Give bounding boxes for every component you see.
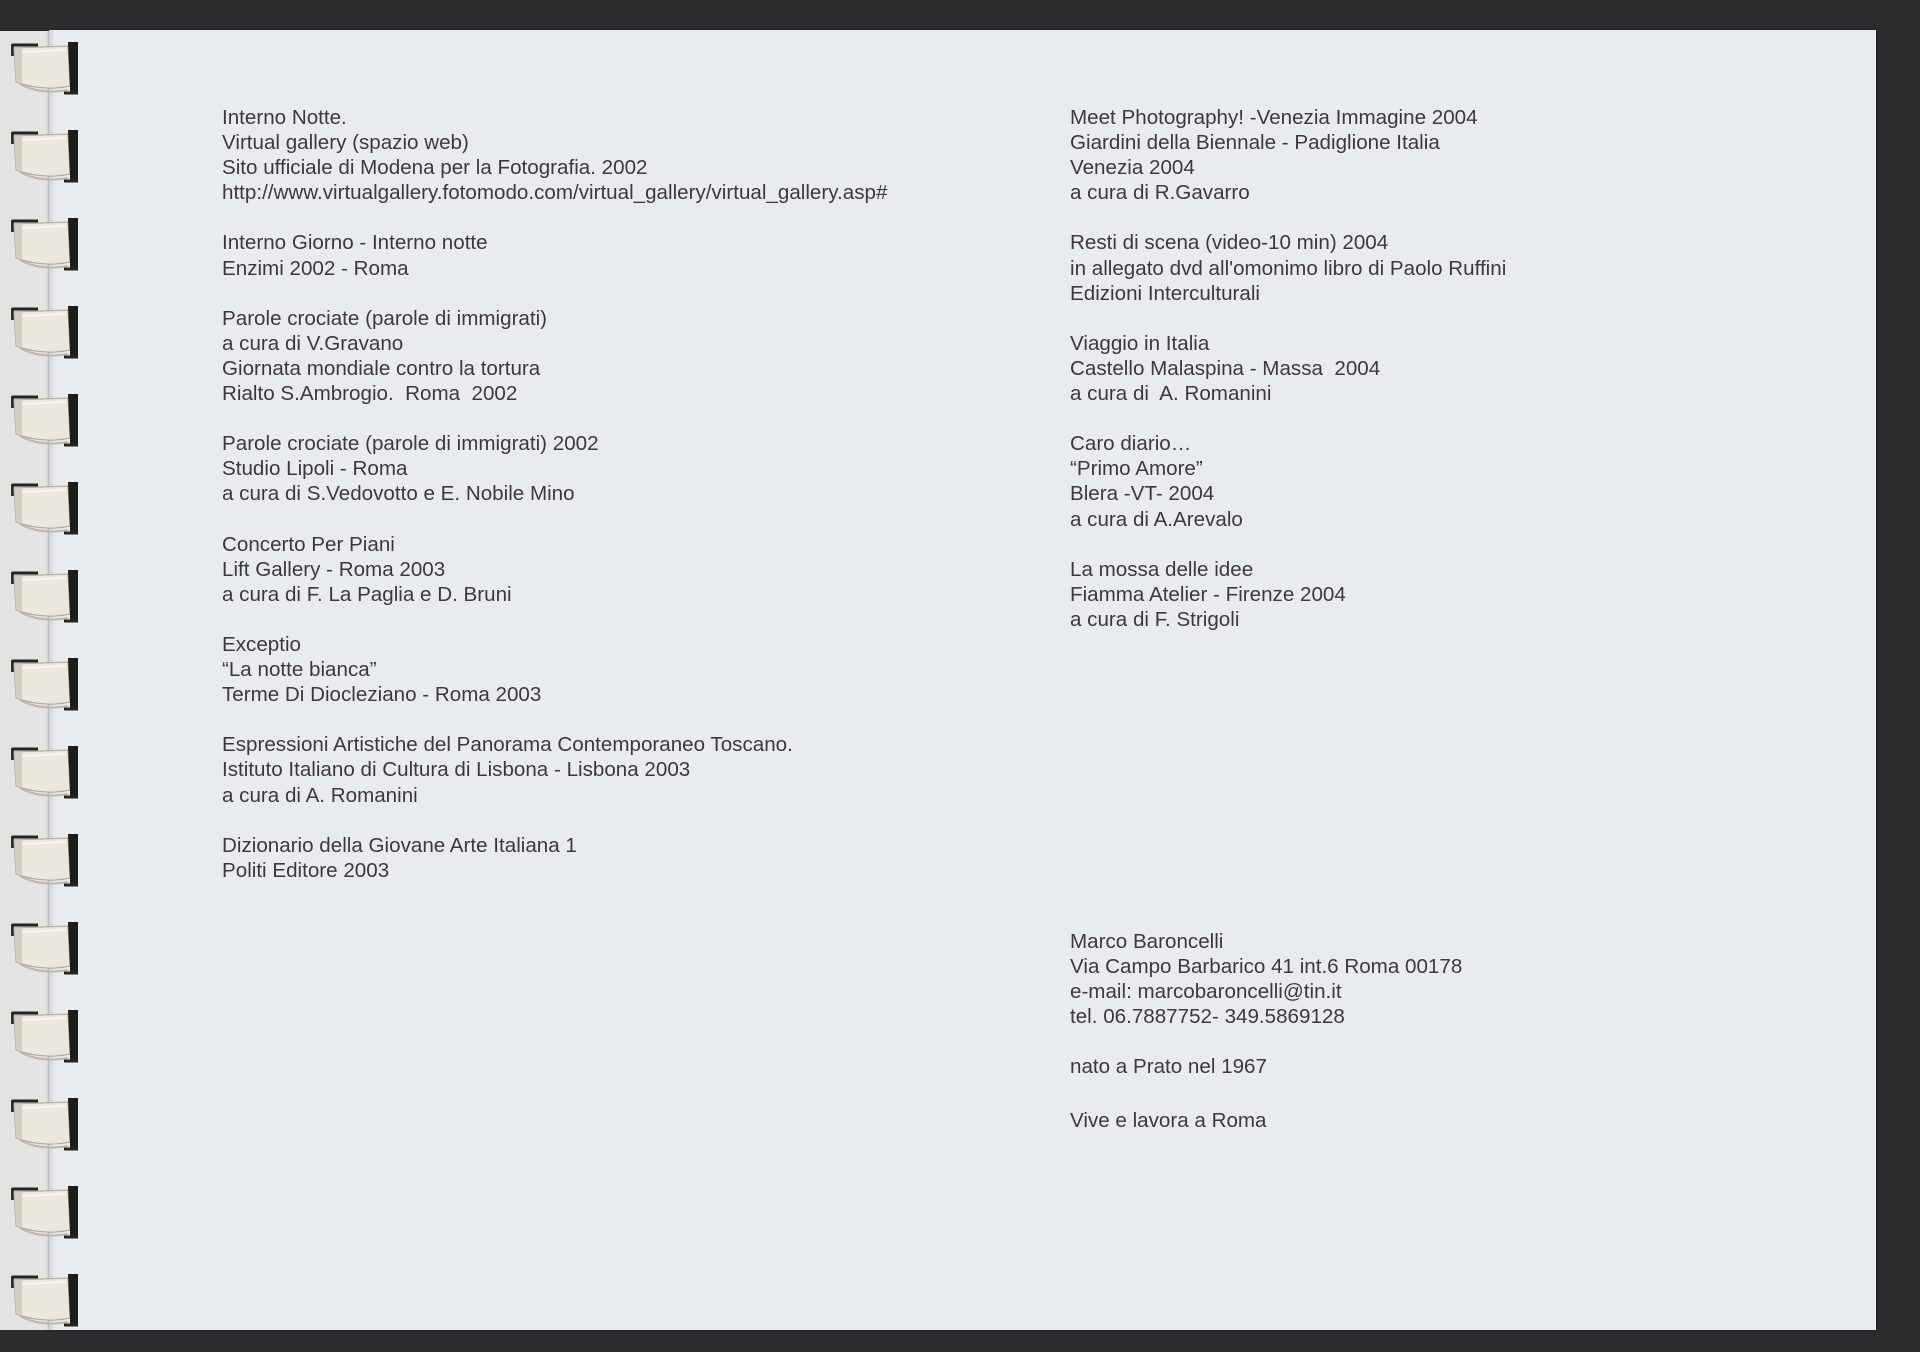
binding-ring [8, 216, 88, 272]
exhibition-entry [1070, 331, 1506, 406]
exhibition-entry [222, 431, 887, 506]
entry-title: Exceptio [222, 632, 301, 656]
binding-ring [8, 1272, 88, 1328]
birth-info: nato a Prato nel 1967 [1070, 1055, 1267, 1078]
entry-line: Fiamma Atelier - Firenze 2004 [1070, 582, 1346, 606]
binding-ring [8, 128, 88, 184]
exhibition-entry [1070, 557, 1506, 632]
binding-ring [8, 1096, 88, 1152]
entry-title: Interno Notte. [222, 106, 347, 129]
entry-line: a cura di V.Gravano [222, 331, 404, 355]
entry-title: Espressioni Artistiche del Panorama Contemporaneo Toscano. [222, 733, 793, 757]
entry-title: Interno Giorno - Interno notte [222, 231, 488, 255]
entry-line: “La notte bianca” [222, 658, 377, 682]
entry-line: a cura di A.Arevalo [1070, 507, 1243, 531]
entry-line: a cura di A. Romanini [222, 783, 418, 807]
binding-ring [8, 40, 88, 96]
binding-ring [8, 568, 88, 624]
exhibition-list-left [222, 105, 887, 908]
exhibition-entry [1070, 105, 1506, 205]
entry-line: Studio Lipoli - Roma [222, 457, 408, 481]
binding-ring [8, 304, 88, 360]
entry-title: Concerto Per Piani [222, 532, 395, 556]
entry-line: Castello Malaspina - Massa 2004 [1070, 356, 1381, 380]
binding-ring [8, 744, 88, 800]
entry-line: Enzimi 2002 - Roma [222, 256, 409, 280]
exhibition-entry [222, 230, 887, 280]
entry-line: Giardini della Biennale - Padiglione Italia [1070, 131, 1440, 155]
exhibition-entry [222, 306, 887, 406]
exhibition-entry [222, 632, 887, 707]
entry-line: Lift Gallery - Roma 2003 [222, 557, 446, 581]
entry-line: Blera -VT- 2004 [1070, 482, 1215, 506]
postal-address: Via Campo Barbarico 41 int.6 Roma 00178 [1070, 955, 1463, 979]
entry-line: Giornata mondiale contro la tortura [222, 356, 541, 380]
entry-line: “Primo Amore” [1070, 457, 1203, 481]
spiral-binding [0, 0, 90, 1352]
entry-line: a cura di F. Strigoli [1070, 607, 1240, 631]
entry-line: a cura di S.Vedovotto e E. Nobile Mino [222, 482, 575, 506]
email-address: e-mail: marcobaroncelli@tin.it [1070, 980, 1342, 1004]
entry-line: in allegato dvd all'omonimo libro di Paolo Ruffini [1070, 256, 1507, 280]
entry-line: Politi Editore 2003 [222, 858, 390, 882]
binding-ring [8, 920, 88, 976]
binding-ring [8, 480, 88, 536]
binding-ring [8, 832, 88, 888]
entry-title: Parole crociate (parole di immigrati) [222, 306, 548, 330]
entry-title: Dizionario della Giovane Arte Italiana 1 [222, 833, 577, 857]
exhibition-entry [222, 732, 887, 807]
exhibition-entry [222, 833, 887, 883]
website-url: http://www.virtualgallery.fotomodo.com/virtual_gallery/virtual_gallery.asp# [222, 181, 888, 205]
exhibition-entry [222, 532, 887, 607]
entry-line: Edizioni Interculturali [1070, 281, 1261, 305]
entry-line: Virtual gallery (spazio web) [222, 131, 469, 155]
entry-title: Parole crociate (parole di immigrati) 2002 [222, 432, 599, 456]
contact-block [1070, 929, 1462, 1029]
entry-line: a cura di F. La Paglia e D. Bruni [222, 582, 512, 606]
binding-ring [8, 392, 88, 448]
entry-line: Venezia 2004 [1070, 156, 1195, 180]
entry-title: Resti di scena (video-10 min) 2004 [1070, 231, 1389, 255]
phone-numbers: tel. 06.7887752- 349.5869128 [1070, 1005, 1345, 1029]
entry-line: a cura di A. Romanini [1070, 382, 1272, 406]
exhibition-entry [1070, 230, 1506, 305]
residence-info: Vive e lavora a Roma [1070, 1109, 1267, 1132]
entry-line: a cura di R.Gavarro [1070, 181, 1250, 205]
entry-line: Istituto Italiano di Cultura di Lisbona - Lisbona 2003 [222, 758, 691, 782]
entry-line: Terme Di Diocleziano - Roma 2003 [222, 683, 542, 707]
entry-title: Viaggio in Italia [1070, 331, 1210, 355]
exhibition-list-right [1070, 105, 1506, 657]
entry-title: Caro diario… [1070, 432, 1192, 456]
binding-ring [8, 656, 88, 712]
exhibition-entry [1070, 431, 1506, 531]
entry-title: Meet Photography! -Venezia Immagine 2004 [1070, 106, 1478, 129]
binding-ring [8, 1008, 88, 1064]
binding-ring [8, 1184, 88, 1240]
entry-line: Sito ufficiale di Modena per la Fotografia. 2002 [222, 156, 648, 180]
entry-line: Rialto S.Ambrogio. Roma 2002 [222, 382, 518, 406]
entry-title: La mossa delle idee [1070, 557, 1254, 581]
exhibition-entry [222, 105, 887, 205]
artist-name: Marco Baroncelli [1070, 930, 1224, 953]
